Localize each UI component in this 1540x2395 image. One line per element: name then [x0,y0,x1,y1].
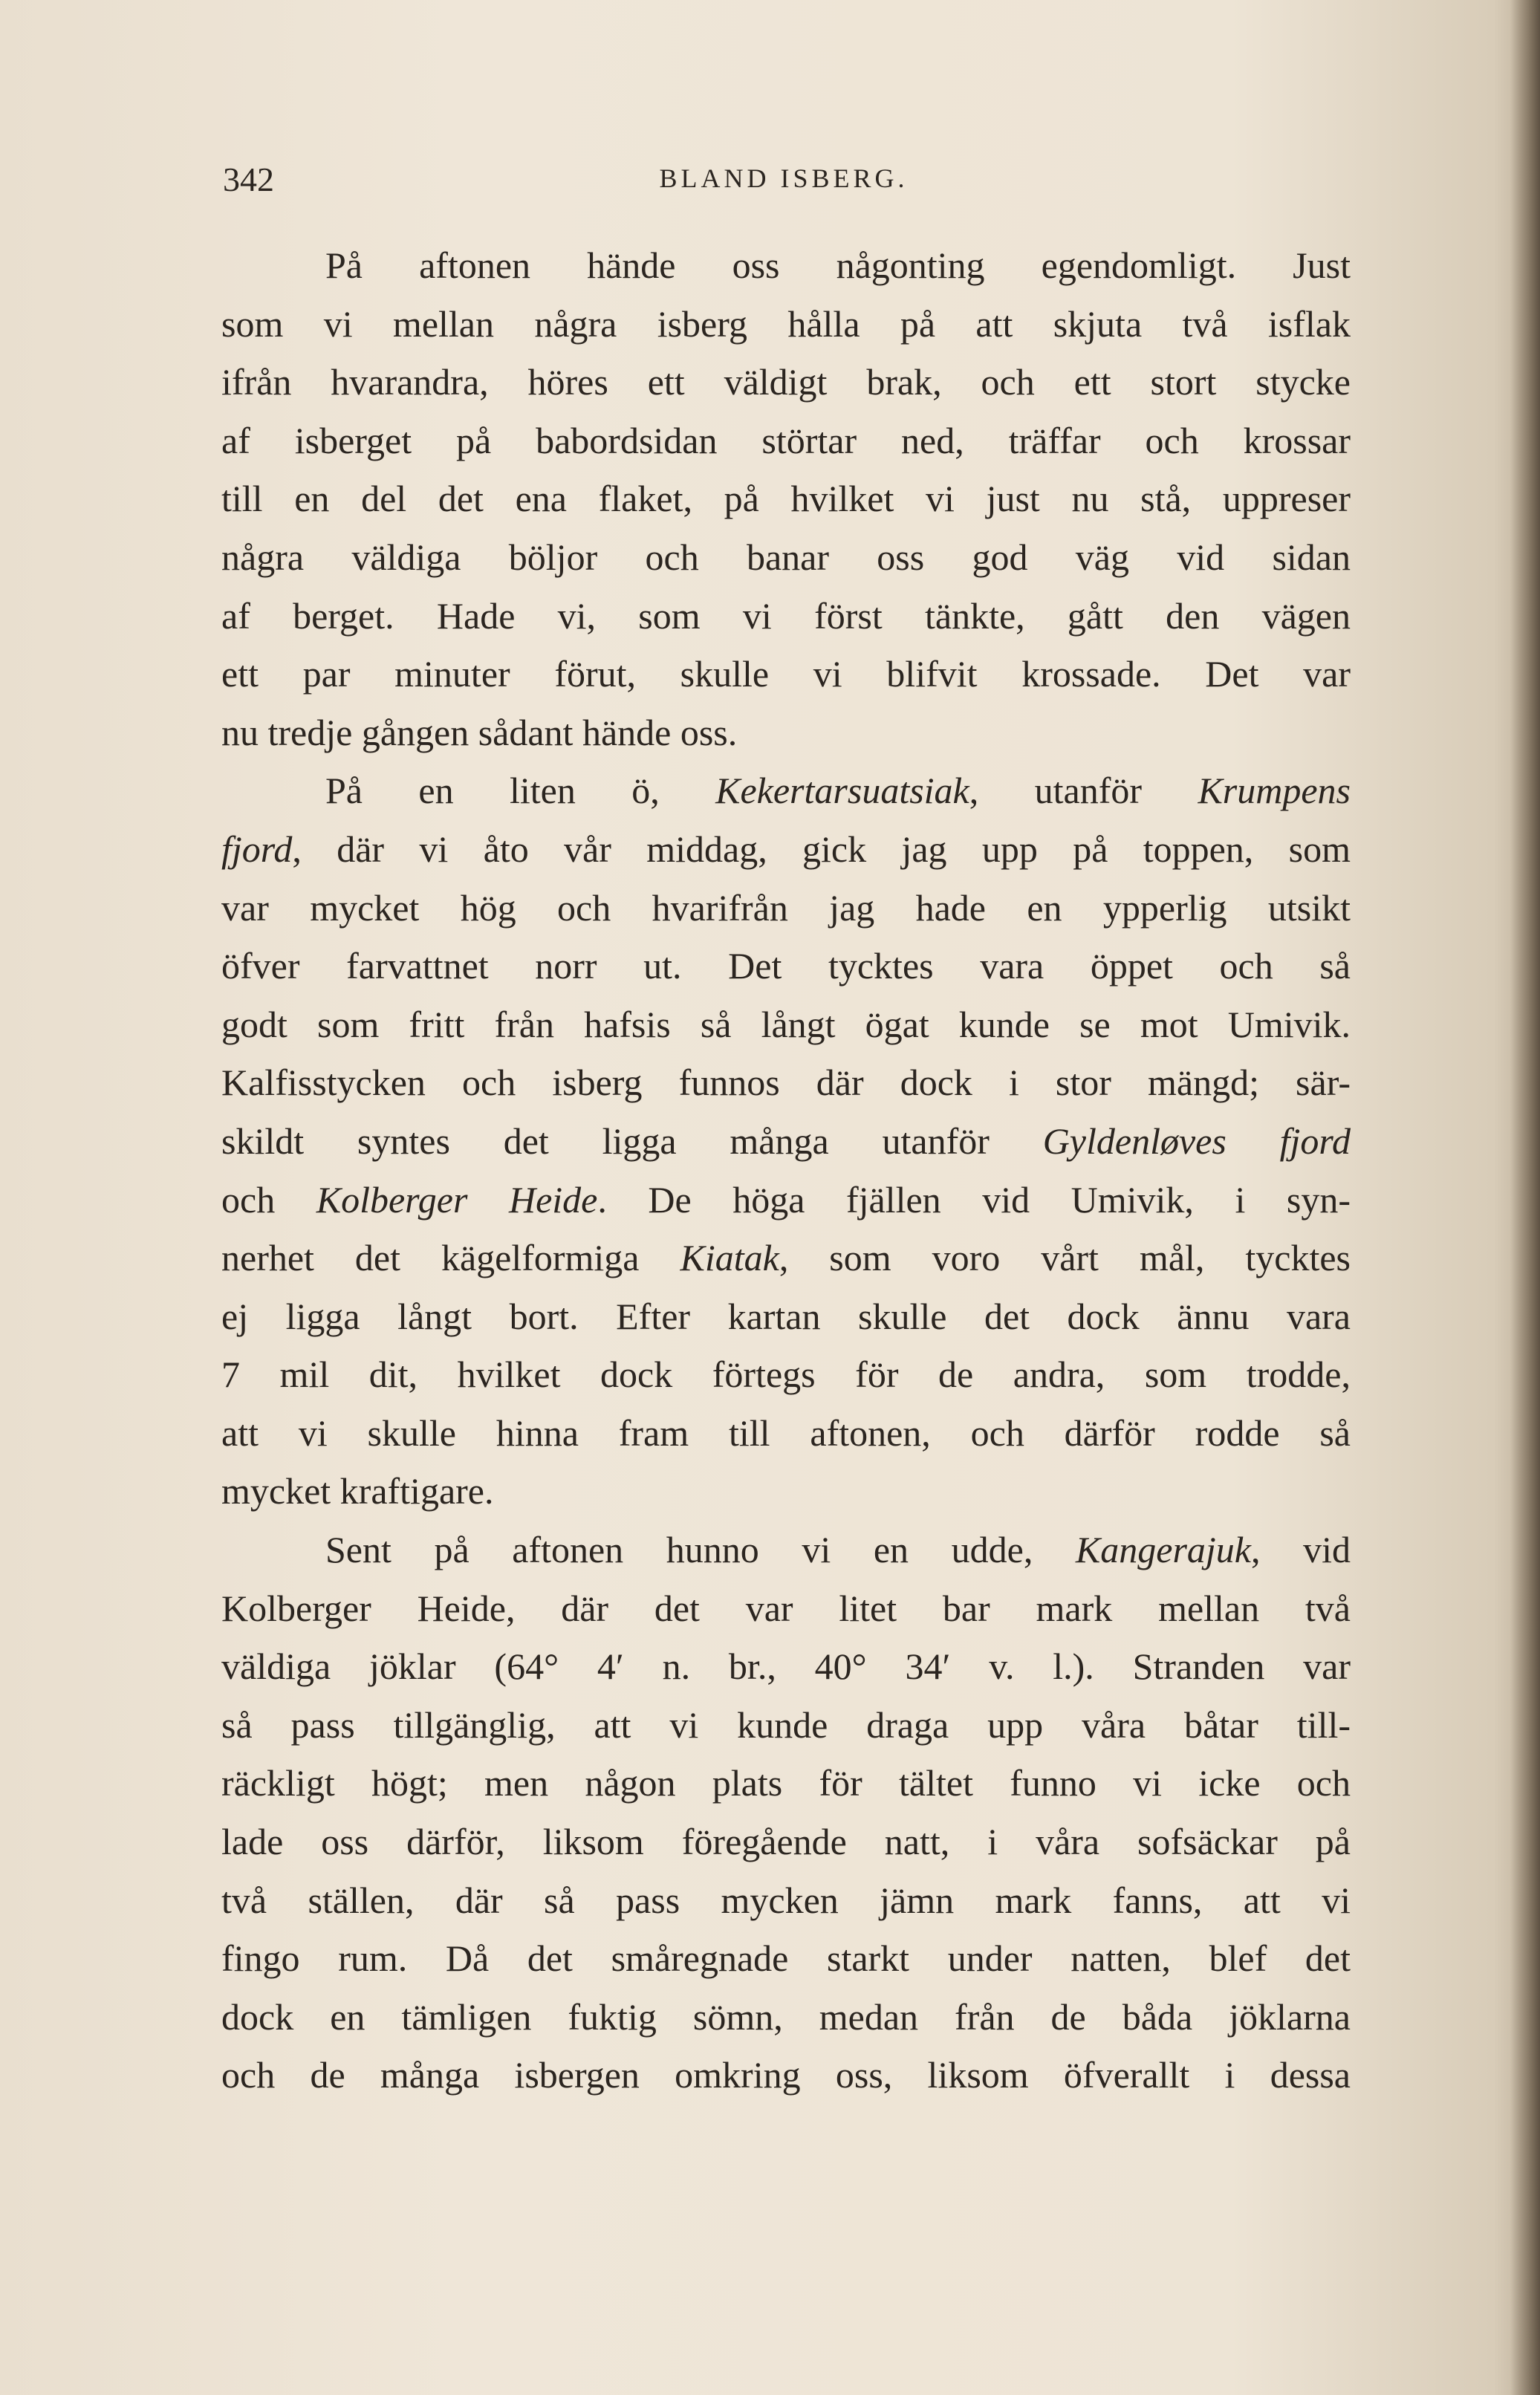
text-line [221,1871,1351,1930]
text-run: ifrån hvarandra, höres ett väldigt brak, och ett stort stycke [221,361,1351,403]
text-line [221,645,1351,703]
text-run: ett par minuter förut, skulle vi blifvit krossade. Det var [221,653,1351,695]
text-run: godt som fritt från hafsis så långt ögat kunde se mot Umivik. [221,1003,1351,1045]
text-run: nu tredje gången sådant hände oss. [221,711,738,753]
text-run: och [221,1178,316,1221]
text-line [221,587,1351,646]
text-line [221,353,1351,412]
italic-name: Kangerajuk [1075,1529,1251,1571]
text-line [221,528,1351,587]
text-line [221,879,1351,937]
text-line [221,1637,1351,1696]
text-line [221,469,1351,528]
italic-name: Gyldenløves fjord [1042,1119,1351,1162]
text-line [221,1404,1351,1463]
body-text [221,236,1351,2105]
text-line [221,1171,1351,1229]
text-line [221,703,1351,762]
text-run: några väldiga böljor och banar oss god väg vid sidan [221,536,1351,578]
text-run: lade oss därför, liksom föregående natt, i våra sofsäckar på [221,1821,1351,1863]
text-line [221,1813,1351,1871]
text-run: att vi skulle hinna fram till aftonen, och därför rodde så [221,1411,1351,1454]
italic-name: Kolberger Heide [316,1178,598,1221]
text-run: På en liten ö, [325,770,716,812]
text-run: som vi mellan några isberg hålla på att skjuta två isflak [221,302,1351,345]
book-spine-shadow [1510,0,1540,2395]
text-line [221,1521,1351,1579]
text-line [221,295,1351,354]
italic-name: Krumpens [1198,770,1351,812]
text-run: ej ligga långt bort. Efter kartan skulle det dock ännu vara [221,1295,1351,1337]
italic-name: Kiatak [680,1237,779,1279]
text-run: räckligt högt; men någon plats för tältet funno vi icke och [221,1762,1351,1804]
running-head: BLAND ISBERG. [659,163,909,193]
text-run: skildt syntes det ligga många utanför [221,1119,1043,1162]
text-run: , vid [1251,1529,1351,1571]
text-line [221,1696,1351,1755]
text-line [221,1754,1351,1813]
text-run: och de många isbergen omkring oss, liksom öfverallt i dessa [221,2054,1351,2096]
text-run: till en del det ena flaket, på hvilket vi just nu stå, uppreser [221,478,1351,520]
text-run: Kalfisstycken och isberg funnos där dock i stor mängd; sär- [221,1062,1351,1104]
text-run: nerhet det kägelformiga [221,1237,680,1279]
text-run: mycket kraftigare. [221,1470,494,1512]
text-run: , utanför [969,770,1198,812]
text-line [221,761,1351,820]
text-run: två ställen, där så pass mycken jämn mark fanns, att vi [221,1879,1351,1921]
page-header [223,160,1345,204]
text-line [221,2046,1351,2105]
text-line [221,937,1351,995]
text-line [221,1988,1351,2047]
text-line [221,236,1351,295]
text-run: På aftonen hände oss någonting egendomligt. Just [325,244,1351,286]
text-run: så pass tillgänglig, att vi kunde draga upp våra båtar till- [221,1703,1351,1746]
text-line [221,412,1351,470]
text-run: , där vi åto vår middag, gick jag upp på toppen, som [292,828,1351,870]
text-line [221,1345,1351,1404]
text-line [221,820,1351,879]
text-line [221,1229,1351,1287]
text-line [221,1287,1351,1346]
text-run: dock en tämligen fuktig sömn, medan från de båda jöklarna [221,1995,1351,2038]
text-line [221,995,1351,1054]
text-run: , som voro vårt mål, tycktes [779,1237,1351,1279]
italic-name: Kekertarsuatsiak [715,770,969,812]
italic-name: fjord [221,828,293,870]
text-run: öfver farvattnet norr ut. Det tycktes vara öppet och så [221,945,1351,987]
text-line [221,1579,1351,1638]
text-run: af isberget på babordsidan störtar ned, träffar och krossar [221,419,1351,461]
text-run: . De höga fjällen vid Umivik, i syn- [597,1178,1351,1221]
text-run: var mycket hög och hvarifrån jag hade en ypperlig utsikt [221,886,1351,929]
text-run: Kolberger Heide, där det var litet bar mark mellan två [221,1587,1351,1629]
text-line [221,1929,1351,1988]
text-run: väldiga jöklar (64° 4′ n. br., 40° 34′ v. l.). Stranden var [221,1645,1351,1688]
text-run: af berget. Hade vi, som vi först tänkte, gått den vägen [221,594,1351,637]
text-line [221,1462,1351,1521]
text-line [221,1112,1351,1171]
text-run: Sent på aftonen hunno vi en udde, [325,1529,1076,1571]
text-run: 7 mil dit, hvilket dock förtegs för de andra, som trodde, [221,1354,1351,1396]
text-run: fingo rum. Då det småregnade starkt under natten, blef det [221,1937,1351,1980]
page-number: 342 [223,160,274,198]
text-line [221,1053,1351,1112]
